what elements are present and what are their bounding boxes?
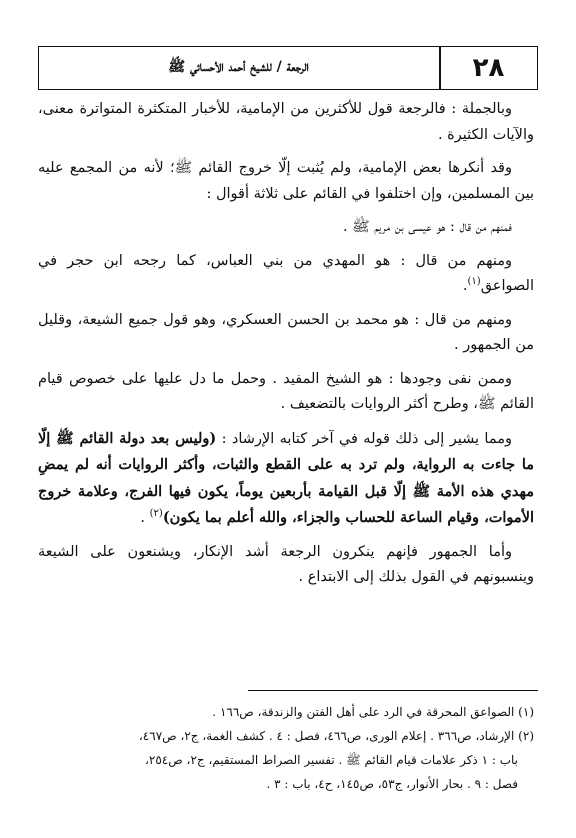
footnote-1: (١) الصواعق المحرقة في الرد على أهل الفتن والزندقة، ص١٦٦ . (212, 705, 534, 719)
footnote-ref: (١) (467, 276, 481, 288)
footnote-ref: (٢) (149, 508, 163, 520)
running-title: الرجعة / للشيخ أحمد الأحسائي ﷺ (168, 59, 309, 75)
paragraph: فمنهم من قال : هو عيسى بن مريم ﷺ . (342, 219, 512, 235)
paragraph (38, 249, 534, 300)
paragraph: ومنهم من قال : هو محمد بن الحسن العسكري، وهو قول جميع الشيعة، وقليل من الجمهور . (38, 311, 534, 353)
footnote-2-line-1: (٢) الإرشاد، ص٣٦٦ . إعلام الورى، ص٤٦٦، فصل : ٤ . كشف الغمة، ج٢، ص٤٦٧، (138, 729, 534, 743)
bold-quote: (وليس بعد دولة القائم ﷺ إلّا ما جاءت به الرواية، ولم ترد به على القطع والثبات، وأكثر الروايات أنه لم يمضِ مهدي هذه الأمة ﷺ إلّا قبل القيامة بأربعين يوماً، يكون فيها الفرج، وعلامة خروج الأموات، وقيام الساعة للحساب والجزاء، والله أعلم بما يكون) (38, 429, 534, 526)
page-number: ٢٨ (472, 53, 505, 83)
paragraph-end: . (462, 278, 468, 294)
footnote-2-line-3: فصل : ٩ . بحار الأنوار، ج٥٣، ص١٤٥، ح٤، باب : ٣ . (266, 777, 518, 791)
paragraph-intro: ومما يشير إلى ذلك قوله في آخر كتابه الإرشاد : (221, 430, 512, 447)
paragraph-text: ومنهم من قال : هو المهدي من بني العباس، كما رجحه ابن حجر في الصواعق (38, 252, 534, 294)
paragraph: وأما الجمهور فإنهم ينكرون الرجعة أشد الإنكار، ويشنعون على الشيعة وينسبونهم في القول بذلك إلى الابتداع . (38, 543, 534, 585)
paragraph-end: . (140, 510, 146, 526)
paragraph: وممن نفى وجودها : هو الشيخ المفيد . وحمل ما دل عليها على خصوص قيام القائم ﷺ، وطرح أكثر الروايات بالتضعيف . (38, 370, 534, 412)
main-text (38, 97, 534, 599)
footnotes (38, 700, 534, 796)
paragraph: وبالجملة : فالرجعة قول للأكثرين من الإمامية، للأخبار المتكثرة المتواترة معنى، والآيات الكثيرة . (38, 101, 534, 143)
paragraph (38, 426, 534, 532)
paragraph: وقد أنكرها بعض الإمامية، ولم يُثبت إلّا خروج القائم ﷺ؛ لأنه من المجمع عليه بين المسلمين، وإن اختلفوا في القائم على ثلاثة أقوال : (38, 160, 534, 202)
footnote-2-line-2: باب : ١ ذكر علامات قيام القائم ﷺ . تفسير الصراط المستقيم، ج٢، ص٢٥٤، (145, 753, 518, 767)
footnote-rule (248, 690, 538, 691)
